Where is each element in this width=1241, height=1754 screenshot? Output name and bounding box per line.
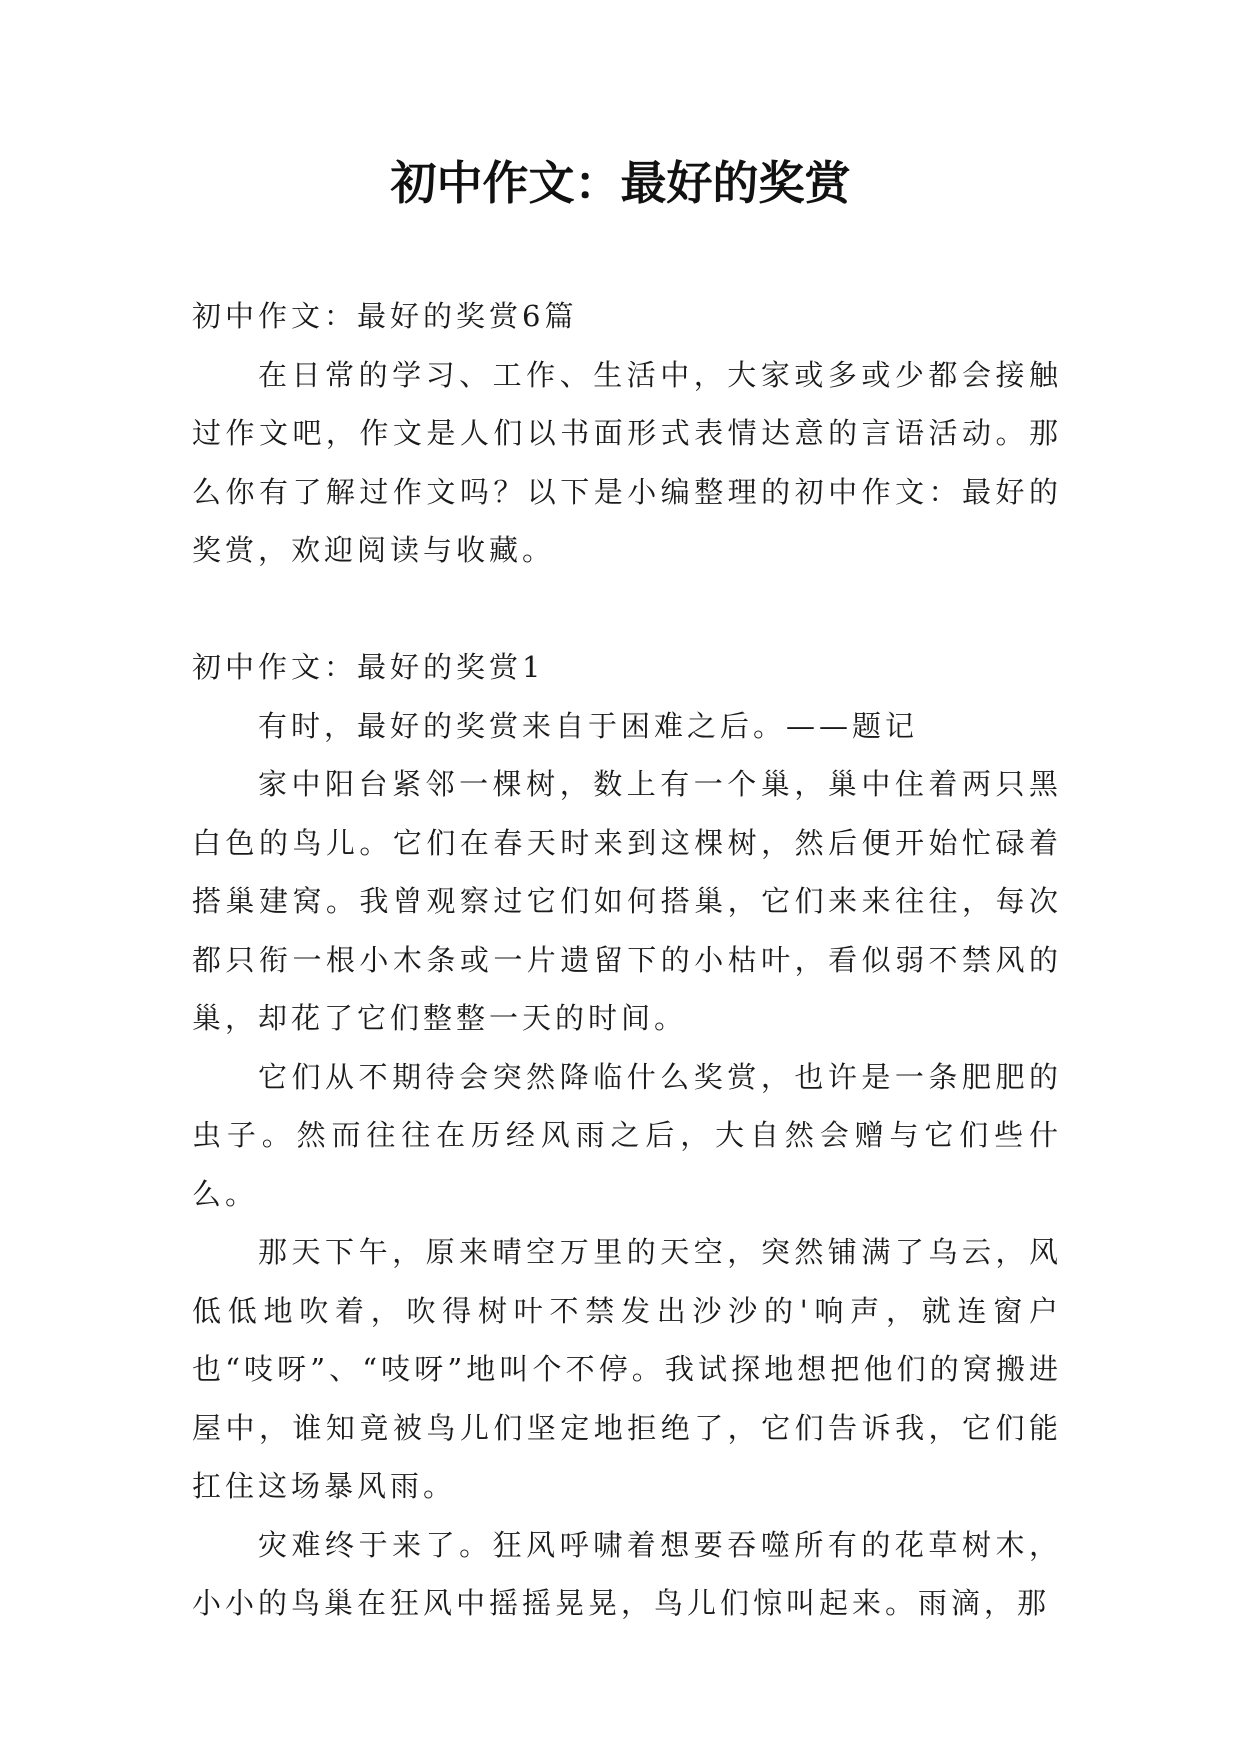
intro-heading: 初中作文：最好的奖赏6篇 [192,299,578,333]
document-title: 初中作文：最好的奖赏 [390,156,851,210]
document-body [192,287,1062,1633]
intro-paragraph: 在日常的学习、工作、生活中，大家或多或少都会接触过作文吧，作文是人们以书面形式表情达意的言语活动。那么你有了解过作文吗？以下是小编整理的初中作文：最好的奖赏，欢迎阅读与收藏。 [192,357,1062,567]
body-paragraph: 那天下午，原来晴空万里的天空，突然铺满了乌云，风低低地吹着，吹得树叶不禁发出沙沙的'响声，就连窗户也“吱呀”、“吱呀”地叫个不停。我试探地想把他们的窝搬进屋中，谁知竟被鸟儿们坚定地拒绝了，它们告诉我，它们能扛住这场暴风雨。 [192,1235,1062,1503]
body-paragraph: 它们从不期待会突然降临什么奖赏，也许是一条肥肥的虫子。然而往往在历经风雨之后，大自然会赠与它们些什么。 [192,1059,1062,1211]
essay-heading: 初中作文：最好的奖赏1 [192,650,545,684]
body-paragraph: 家中阳台紧邻一棵树，数上有一个巢，巢中住着两只黑白色的鸟儿。它们在春天时来到这棵树，然后便开始忙碌着搭巢建窝。我曾观察过它们如何搭巢，它们来来往往，每次都只衔一根小木条或一片遗留下的小枯叶，看似弱不禁风的巢，却花了它们整整一天的时间。 [192,767,1062,1035]
body-paragraph: 灾难终于来了。狂风呼啸着想要吞噬所有的花草树木，小小的鸟巢在狂风中摇摇晃晃，鸟儿们惊叫起来。雨滴，那 [192,1527,1062,1620]
section-spacer [192,580,1062,639]
epigraph-paragraph: 有时，最好的奖赏来自于困难之后。——题记 [258,708,919,743]
